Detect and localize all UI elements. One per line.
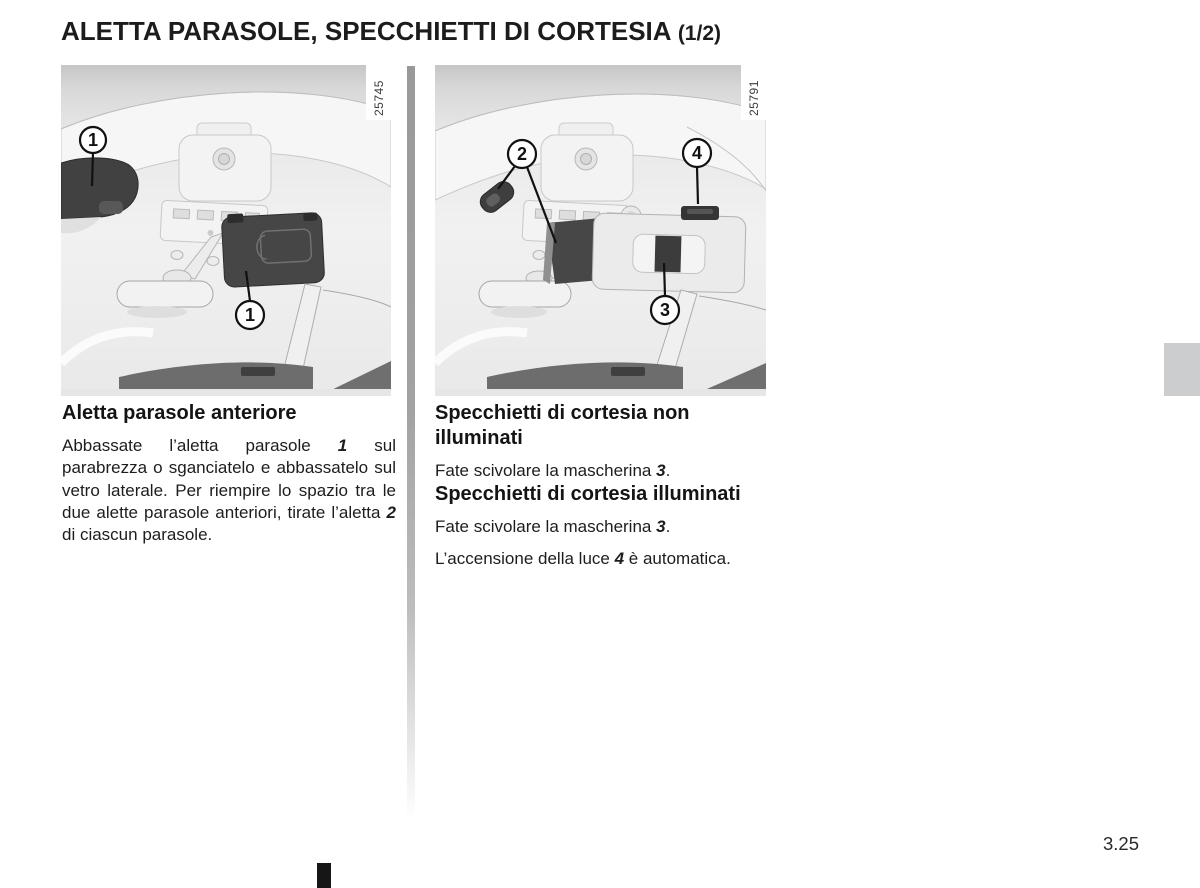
page-title-fraction: (1/2) (677, 22, 721, 45)
mirror-cover-slider (655, 236, 682, 273)
callout-ref-1: 1 (337, 436, 348, 455)
figure-courtesy-mirror (435, 65, 766, 396)
callout-ref-3: 3 (656, 517, 666, 537)
photo-id-right: 25791 (747, 80, 761, 116)
callout-ref-4: 4 (614, 548, 625, 568)
photo-id-box (366, 65, 391, 120)
section-sun-visor (62, 401, 396, 546)
callout-4-number: 4 (691, 143, 703, 163)
text-run: L’accensione della luce (435, 548, 615, 568)
text-run: Abbassate l’aletta parasole (62, 436, 338, 455)
photo-id-left: 25745 (372, 80, 386, 116)
paragraph-mirrors-non-lit (435, 460, 769, 482)
page-title-text: ALETTA PARASOLE, SPECCHIETTI DI CORTESIA (61, 16, 678, 46)
paragraph-mirrors-lit-1 (435, 516, 769, 538)
section-tab-marker (1164, 343, 1200, 396)
text-run: è automatica. (624, 548, 731, 568)
section-courtesy-mirrors (435, 401, 769, 570)
paragraph-mirrors-lit-2 (435, 548, 769, 570)
section-heading-mirrors-non-lit: Specchietti di cortesia non illuminati (435, 402, 690, 449)
page-number: 3.25 (1103, 833, 1140, 854)
text-run: sul parabrezza o sganciatelo e abbassatelo sul vetro laterale. Per riempire lo spazio tra le due alette parasole anteriori, tirate l’aletta (62, 436, 396, 522)
paragraph-sun-visor (62, 435, 396, 546)
callout-3-number: 3 (659, 300, 671, 320)
page-title (61, 16, 721, 47)
front-sun-visor-with-mirror (592, 213, 746, 293)
courtesy-light (681, 206, 719, 220)
text-run: . (665, 517, 671, 537)
courtesy-mirror-illustration (435, 65, 766, 396)
text-run: Fate scivolare la mascherina (435, 517, 657, 537)
front-sun-visor (221, 209, 325, 287)
callout-ref-2: 2 (386, 502, 396, 522)
sun-visor-illustration (61, 65, 391, 396)
section-heading-mirrors-lit: Specchietti di cortesia illuminati (435, 483, 741, 506)
figure-sun-visor (61, 65, 391, 396)
section-heading-sun-visor: Aletta parasole anteriore (62, 402, 297, 424)
text-run: . (665, 461, 671, 480)
callout-ref-3: 3 (656, 461, 666, 480)
text-run: di ciascun parasole. (62, 525, 213, 545)
callout-1-lower-number: 1 (244, 305, 256, 325)
text-run: Fate scivolare la mascherina (435, 461, 657, 480)
print-registration-mark (317, 863, 331, 888)
column-divider (407, 66, 415, 820)
callout-2-number: 2 (516, 144, 528, 164)
callout-1-upper-number: 1 (87, 130, 99, 150)
photo-id-box (741, 65, 766, 120)
